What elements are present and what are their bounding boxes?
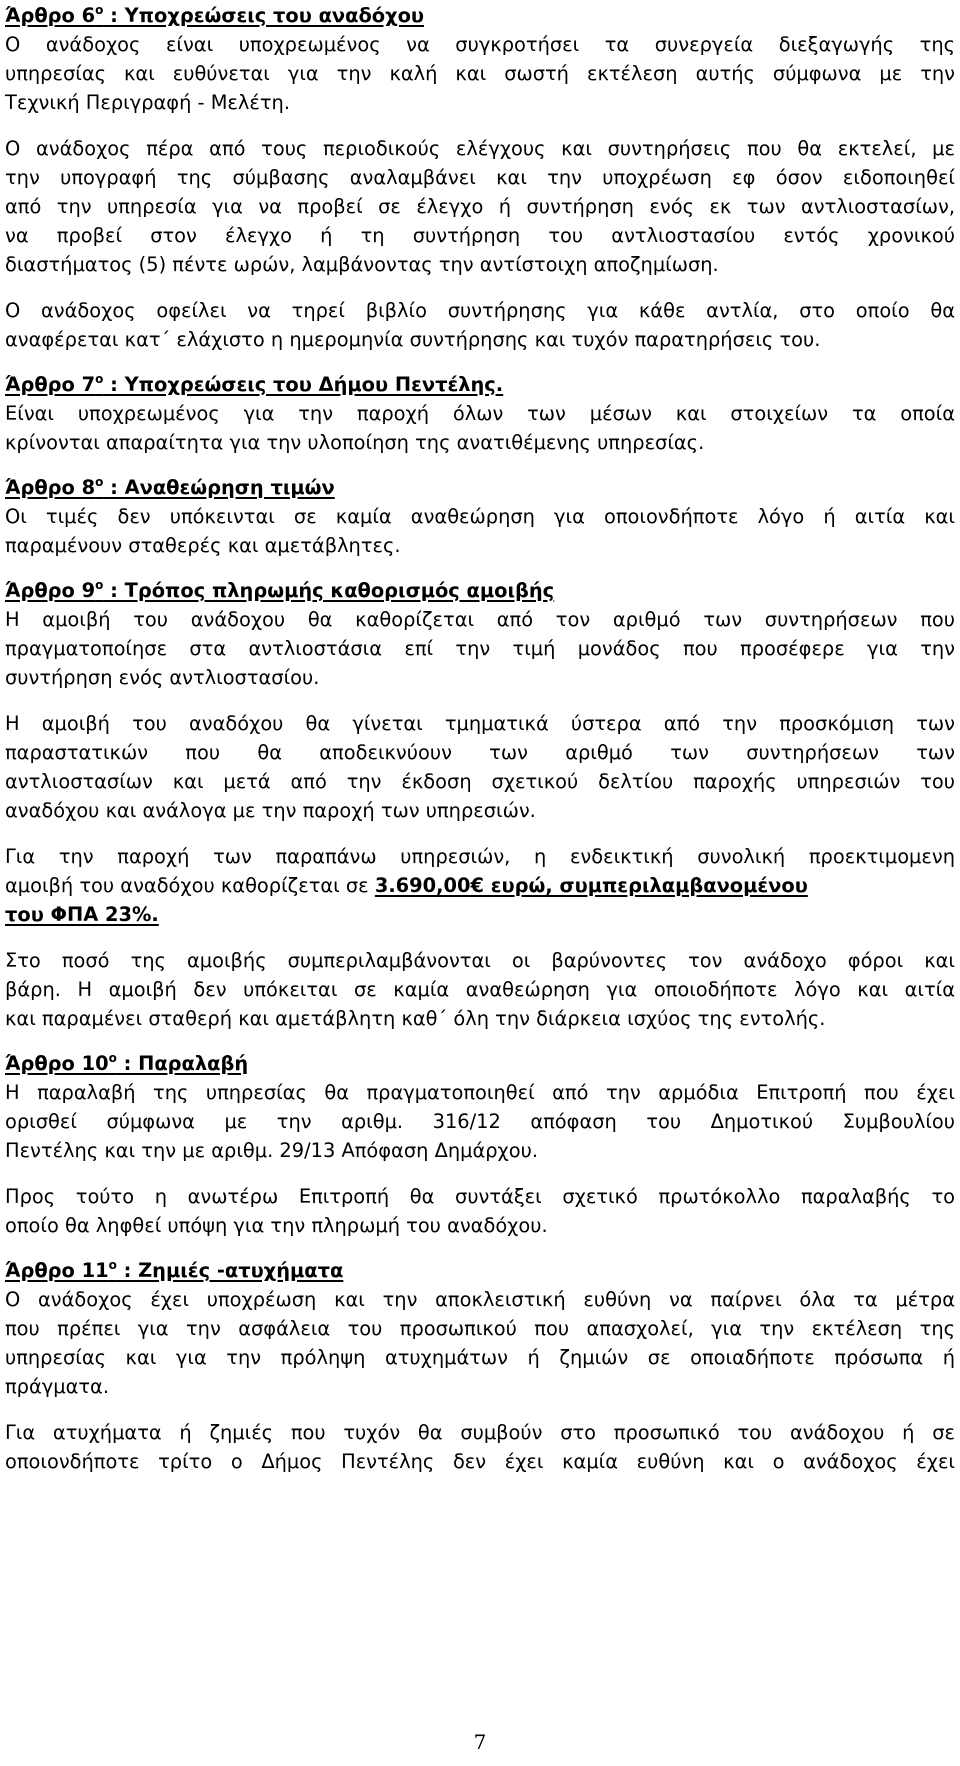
paragraph-line: Η αμοιβή του ανάδοχου θα καθορίζεται από τον αριθμό των συντηρήσεων που [5,608,955,631]
page-number: 7 [473,1730,487,1754]
paragraph-line: οποίο θα ληφθεί υπόψη για την πληρωμή του αναδόχου. [5,1214,548,1237]
article-7-heading: Άρθρο $7^o$ : Υποχρεώσεις του Δήμου Πεντέλης. [5,372,504,396]
article-6-heading: Άρθρο $6^o$ : Υποχρεώσεις του αναδόχου [5,3,425,27]
paragraph-line: Προς τούτο η ανωτέρω Επιτροπή θα συντάξει σχετικό πρωτόκολλο παραλαβής το [5,1185,955,1208]
paragraph-line: παραμένουν σταθερές και αμετάβλητες. [5,534,401,557]
paragraph-line: Είναι υποχρεωμένος για την παροχή όλων των μέσων και στοιχείων τα οποία [5,402,955,425]
paragraph-line: Για ατυχήματα ή ζημιές που τυχόν θα συμβούν στο προσωπικό του ανάδοχου ή σε [5,1421,955,1444]
paragraph-line: ορισθεί σύμφωνα με την αριθμ. 316/12 απόφαση του Δημοτικού Συμβουλίου [5,1110,955,1133]
article-9-heading: Άρθρο $9^o$ : Τρόπος πληρωμής καθορισμός αμοιβής [5,578,555,602]
paragraph-line: συντήρηση ενός αντλιοστασίου. [5,666,320,689]
paragraph-line: Ο ανάδοχος οφείλει να τηρεί βιβλίο συντήρησης για κάθε αντλία, στο οποίο θα [5,299,955,322]
paragraph-line: Τεχνική Περιγραφή - Μελέτη. [5,91,290,114]
paragraph-line: αντλιοστασίων και μετά από την έκδοση σχετικού δελτίου παροχής υπηρεσιών του [5,770,955,793]
paragraph-line: Η αμοιβή του αναδόχου θα γίνεται τμηματικά ύστερα από την προσκόμιση των [5,712,955,735]
article-11-heading: Άρθρο $11^o$ : Ζημιές -ατυχήματα [5,1258,344,1282]
paragraph-line: Για την παροχή των παραπάνω υπηρεσιών, η ενδεικτική συνολική προεκτιμομενη [5,845,955,868]
paragraph-line: να προβεί στον έλεγχο ή τη συντήρηση του αντλιοστασίου εντός χρονικού [5,224,955,247]
paragraph-line: πράγματα. [5,1375,109,1398]
paragraph-line [5,903,955,927]
paragraph-line: Στο ποσό της αμοιβής συμπεριλαμβάνονται οι βαρύνοντες τον ανάδοχο φόροι και [5,949,955,972]
paragraph-line: Οι τιμές δεν υπόκεινται σε καμία αναθεώρηση για οποιονδήποτε λόγο ή αιτία και [5,505,955,528]
paragraph-line: Πεντέλης και την με αριθμ. 29/13 Απόφαση Δημάρχου. [5,1139,539,1162]
paragraph-line: διαστήματος (5) πέντε ωρών, λαμβάνοντας την αντίστοιχη αποζημίωση. [5,253,719,276]
paragraph-line: Ο ανάδοχος είναι υποχρεωμένος να συγκροτήσει τα συνεργεία διεξαγωγής της [5,33,955,56]
fee-amount-line: αμοιβή του αναδόχου καθορίζεται σε 3.690,00€ ευρώ, συμπεριλαμβανομένου [5,874,808,897]
paragraph-line: πραγματοποίησε στα αντλιοστάσια επί την τιμή μονάδος που προσέφερε για την [5,637,955,660]
paragraph-line: παραστατικών που θα αποδεικνύουν των αριθμό των συντηρήσεων των [5,741,955,764]
paragraph-line: υπηρεσίας και ευθύνεται για την καλή και σωστή εκτέλεση αυτής σύμφωνα με την [5,62,955,85]
paragraph-line: την υπογραφή της σύμβασης αναλαμβάνει και την υποχρέωση εφ όσον ειδοποιηθεί [5,166,955,189]
paragraph-line: και παραμένει σταθερή και αμετάβλητη καθ΄ όλη την διάρκεια ισχύος της εντολής. [5,1007,826,1030]
paragraph-line: από την υπηρεσία για να προβεί σε έλεγχο ή συντήρηση ενός εκ των αντλιοστασίων, [5,195,955,218]
fee-amount: 3.690,00€ ευρώ, συμπεριλαμβανομένου [374,874,808,897]
paragraph-line: οποιονδήποτε τρίτο ο Δήμος Πεντέλης δεν έχει καμία ευθύνη και ο ανάδοχος έχει [5,1450,955,1473]
paragraph-line: αναδόχου και ανάλογα με την παροχή των υπηρεσιών. [5,799,536,822]
paragraph-line: αναφέρεται κατ΄ ελάχιστο η ημερομηνία συντήρησης και τυχόν παρατηρήσεις του. [5,328,821,351]
paragraph-line: που πρέπει για την ασφάλεια του προσωπικού που απασχολεί, για την εκτέλεση της [5,1317,955,1340]
article-8-heading: Άρθρο $8^o$ : Αναθεώρηση τιμών [5,475,335,499]
paragraph-line: Ο ανάδοχος έχει υποχρέωση και την αποκλειστική ευθύνη να παίρνει όλα τα μέτρα [5,1288,955,1311]
paragraph-line: Ο ανάδοχος πέρα από τους περιοδικούς ελέγχους και συντηρήσεις που θα εκτελεί, με [5,137,955,160]
paragraph-line: κρίνονται απαραίτητα για την υλοποίηση της ανατιθέμενης υπηρεσίας. [5,431,705,454]
fee-vat-note: του ΦΠΑ 23%. [5,903,159,926]
paragraph-line: Η παραλαβή της υπηρεσίας θα πραγματοποιηθεί από την αρμόδια Επιτροπή που έχει [5,1081,955,1104]
paragraph-line: βάρη. Η αμοιβή δεν υπόκειται σε καμία αναθεώρηση για οποιοδήποτε λόγο και αιτία [5,978,955,1001]
paragraph-line: υπηρεσίας και για την πρόληψη ατυχημάτων ή ζημιών σε οποιαδήποτε πρόσωπα ή [5,1346,955,1369]
article-10-heading: Άρθρο $10^o$ : Παραλαβή [5,1051,249,1075]
